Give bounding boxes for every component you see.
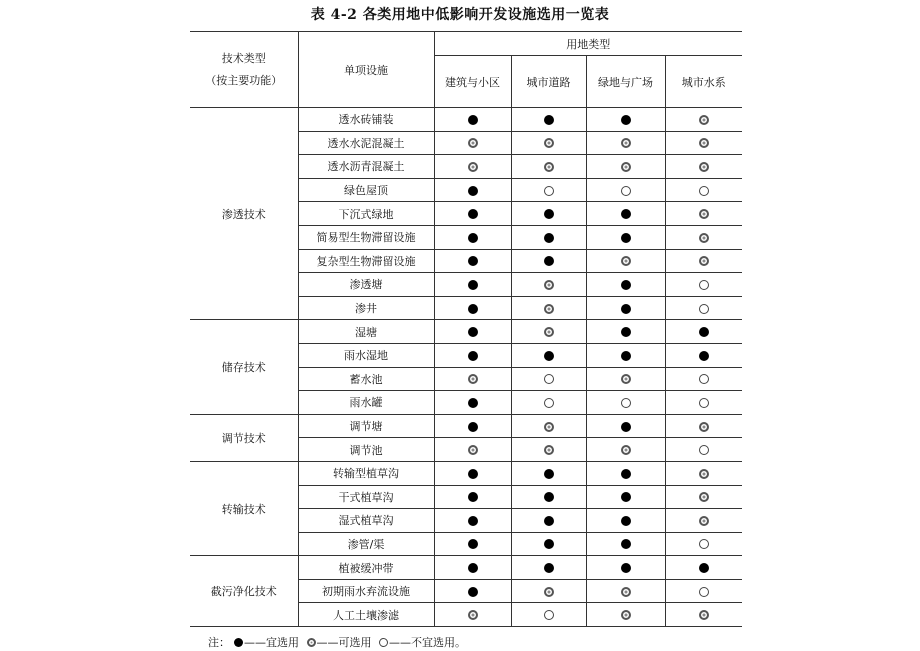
rating-cell bbox=[665, 202, 742, 226]
open-circle-icon bbox=[699, 539, 709, 549]
rating-cell bbox=[665, 509, 742, 533]
filled-circle-icon bbox=[699, 327, 709, 337]
rating-cell bbox=[511, 273, 586, 297]
facility-name: 调节塘 bbox=[298, 414, 434, 438]
tech-category: 截污净化技术 bbox=[190, 556, 298, 627]
facility-name: 干式植草沟 bbox=[298, 485, 434, 509]
facility-name: 下沉式绿地 bbox=[298, 202, 434, 226]
rating-cell bbox=[511, 485, 586, 509]
filled-circle-icon bbox=[468, 539, 478, 549]
facility-name: 渗井 bbox=[298, 296, 434, 320]
table-row bbox=[190, 556, 742, 580]
filled-circle-icon bbox=[621, 304, 631, 314]
rating-cell bbox=[511, 367, 586, 391]
rating-cell bbox=[434, 108, 511, 132]
double-circle-icon bbox=[621, 445, 631, 455]
double-circle-icon bbox=[699, 256, 709, 266]
double-circle-icon bbox=[544, 138, 554, 148]
rating-cell bbox=[586, 391, 665, 415]
rating-cell bbox=[586, 343, 665, 367]
double-circle-icon bbox=[699, 115, 709, 125]
rating-cell bbox=[434, 343, 511, 367]
filled-circle-icon bbox=[621, 115, 631, 125]
rating-cell bbox=[665, 225, 742, 249]
rating-cell bbox=[511, 155, 586, 179]
double-circle-icon bbox=[699, 209, 709, 219]
filled-circle-icon bbox=[621, 563, 631, 573]
open-circle-icon bbox=[544, 186, 554, 196]
facility-name: 透水沥青混凝土 bbox=[298, 155, 434, 179]
rating-cell bbox=[511, 225, 586, 249]
rating-cell bbox=[434, 202, 511, 226]
table-row bbox=[190, 108, 742, 132]
table-row bbox=[190, 320, 742, 344]
double-circle-icon bbox=[699, 422, 709, 432]
filled-circle-icon bbox=[468, 280, 478, 290]
open-circle-icon bbox=[699, 587, 709, 597]
open-circle-icon bbox=[621, 186, 631, 196]
filled-circle-icon bbox=[621, 209, 631, 219]
header-land-type-0: 建筑与小区 bbox=[434, 56, 511, 108]
double-circle-icon bbox=[621, 374, 631, 384]
open-circle-icon bbox=[544, 374, 554, 384]
rating-cell bbox=[586, 579, 665, 603]
filled-circle-icon bbox=[544, 469, 554, 479]
rating-cell bbox=[586, 461, 665, 485]
double-circle-icon bbox=[621, 256, 631, 266]
rating-cell bbox=[586, 485, 665, 509]
filled-circle-icon bbox=[621, 492, 631, 502]
filled-circle-icon bbox=[621, 327, 631, 337]
double-circle-icon bbox=[544, 304, 554, 314]
rating-cell bbox=[434, 367, 511, 391]
rating-cell bbox=[665, 178, 742, 202]
rating-cell bbox=[434, 273, 511, 297]
header-land-type-3: 城市水系 bbox=[665, 56, 742, 108]
open-circle-icon bbox=[699, 280, 709, 290]
rating-cell bbox=[665, 485, 742, 509]
double-circle-icon bbox=[468, 374, 478, 384]
rating-cell bbox=[665, 108, 742, 132]
rating-cell bbox=[434, 461, 511, 485]
double-circle-icon bbox=[544, 327, 554, 337]
tech-category: 调节技术 bbox=[190, 414, 298, 461]
rating-cell bbox=[586, 438, 665, 462]
rating-cell bbox=[586, 320, 665, 344]
rating-cell bbox=[665, 438, 742, 462]
rating-cell bbox=[586, 155, 665, 179]
double-circle-icon bbox=[699, 162, 709, 172]
rating-cell bbox=[434, 391, 511, 415]
filled-circle-icon bbox=[621, 280, 631, 290]
double-circle-icon bbox=[621, 138, 631, 148]
rating-cell bbox=[434, 532, 511, 556]
rating-cell bbox=[434, 320, 511, 344]
rating-cell bbox=[434, 155, 511, 179]
facility-name: 雨水湿地 bbox=[298, 343, 434, 367]
rating-cell bbox=[511, 438, 586, 462]
filled-circle-icon bbox=[544, 209, 554, 219]
table-row bbox=[190, 461, 742, 485]
rating-cell bbox=[511, 131, 586, 155]
facility-name: 雨水罐 bbox=[298, 391, 434, 415]
facility-name: 初期雨水弃流设施 bbox=[298, 579, 434, 603]
rating-cell bbox=[511, 178, 586, 202]
filled-circle-icon bbox=[468, 186, 478, 196]
rating-cell bbox=[665, 367, 742, 391]
double-circle-icon bbox=[544, 280, 554, 290]
filled-circle-icon bbox=[468, 351, 478, 361]
rating-cell bbox=[665, 273, 742, 297]
rating-cell bbox=[586, 603, 665, 627]
rating-cell bbox=[434, 438, 511, 462]
rating-cell bbox=[511, 414, 586, 438]
facility-name: 简易型生物滞留设施 bbox=[298, 225, 434, 249]
rating-cell bbox=[434, 131, 511, 155]
filled-circle-icon bbox=[234, 638, 243, 647]
header-land-type: 用地类型 bbox=[434, 32, 742, 56]
table-title: 表 4-2 各类用地中低影响开发设施选用一览表 bbox=[310, 7, 610, 23]
rating-cell bbox=[511, 532, 586, 556]
open-circle-icon bbox=[699, 398, 709, 408]
filled-circle-icon bbox=[468, 398, 478, 408]
rating-cell bbox=[665, 320, 742, 344]
legend-note bbox=[208, 634, 466, 650]
rating-cell bbox=[665, 343, 742, 367]
open-circle-icon bbox=[544, 398, 554, 408]
double-circle-icon bbox=[621, 587, 631, 597]
double-circle-icon bbox=[621, 610, 631, 620]
rating-cell bbox=[434, 296, 511, 320]
filled-circle-icon bbox=[468, 327, 478, 337]
filled-circle-icon bbox=[468, 516, 478, 526]
facility-name: 湿式植草沟 bbox=[298, 509, 434, 533]
rating-cell bbox=[434, 485, 511, 509]
rating-cell bbox=[434, 225, 511, 249]
rating-cell bbox=[511, 202, 586, 226]
rating-cell bbox=[665, 296, 742, 320]
open-circle-icon bbox=[621, 398, 631, 408]
double-circle-icon bbox=[468, 138, 478, 148]
rating-cell bbox=[665, 131, 742, 155]
rating-cell bbox=[586, 273, 665, 297]
filled-circle-icon bbox=[699, 563, 709, 573]
facility-name: 蓄水池 bbox=[298, 367, 434, 391]
filled-circle-icon bbox=[468, 304, 478, 314]
tech-category: 渗透技术 bbox=[190, 108, 298, 320]
filled-circle-icon bbox=[544, 115, 554, 125]
header-tech-type-sub: （按主要功能） bbox=[205, 73, 283, 87]
open-circle-icon bbox=[699, 374, 709, 384]
rating-cell bbox=[586, 178, 665, 202]
rating-cell bbox=[434, 603, 511, 627]
double-circle-icon bbox=[468, 445, 478, 455]
double-circle-icon bbox=[544, 162, 554, 172]
rating-cell bbox=[511, 603, 586, 627]
filled-circle-icon bbox=[621, 351, 631, 361]
rating-cell bbox=[511, 556, 586, 580]
rating-cell bbox=[434, 178, 511, 202]
facility-name: 人工土壤渗滤 bbox=[298, 603, 434, 627]
filled-circle-icon bbox=[544, 516, 554, 526]
open-circle-icon bbox=[379, 638, 388, 647]
header-tech-type bbox=[190, 32, 298, 108]
double-circle-icon bbox=[468, 162, 478, 172]
facility-name: 绿色屋顶 bbox=[298, 178, 434, 202]
rating-cell bbox=[511, 391, 586, 415]
double-circle-icon bbox=[544, 587, 554, 597]
double-circle-icon bbox=[699, 469, 709, 479]
double-circle-icon bbox=[699, 233, 709, 243]
filled-circle-icon bbox=[468, 469, 478, 479]
double-circle-icon bbox=[544, 445, 554, 455]
rating-cell bbox=[665, 603, 742, 627]
rating-cell bbox=[665, 556, 742, 580]
facility-name: 渗透塘 bbox=[298, 273, 434, 297]
rating-cell bbox=[586, 202, 665, 226]
rating-cell bbox=[665, 414, 742, 438]
rating-cell bbox=[511, 461, 586, 485]
double-circle-icon bbox=[699, 516, 709, 526]
open-circle-icon bbox=[544, 610, 554, 620]
double-circle-icon bbox=[544, 422, 554, 432]
filled-circle-icon bbox=[621, 233, 631, 243]
filled-circle-icon bbox=[468, 233, 478, 243]
rating-cell bbox=[665, 461, 742, 485]
open-circle-icon bbox=[699, 304, 709, 314]
rating-cell bbox=[511, 320, 586, 344]
filled-circle-icon bbox=[621, 469, 631, 479]
filled-circle-icon bbox=[544, 233, 554, 243]
filled-circle-icon bbox=[699, 351, 709, 361]
facility-name: 复杂型生物滞留设施 bbox=[298, 249, 434, 273]
rating-cell bbox=[511, 249, 586, 273]
rating-cell bbox=[511, 509, 586, 533]
rating-cell bbox=[586, 367, 665, 391]
rating-cell bbox=[586, 225, 665, 249]
rating-cell bbox=[586, 556, 665, 580]
rating-cell bbox=[586, 532, 665, 556]
rating-cell bbox=[665, 391, 742, 415]
filled-circle-icon bbox=[544, 563, 554, 573]
header-facility: 单项设施 bbox=[298, 32, 434, 108]
tech-category: 储存技术 bbox=[190, 320, 298, 414]
double-circle-icon bbox=[468, 610, 478, 620]
filled-circle-icon bbox=[621, 422, 631, 432]
filled-circle-icon bbox=[621, 539, 631, 549]
header-land-type-1: 城市道路 bbox=[511, 56, 586, 108]
rating-cell bbox=[511, 296, 586, 320]
legend-prefix: 注： bbox=[208, 636, 230, 649]
filled-circle-icon bbox=[621, 516, 631, 526]
double-circle-icon bbox=[307, 638, 316, 647]
rating-cell bbox=[586, 414, 665, 438]
rating-cell bbox=[434, 414, 511, 438]
double-circle-icon bbox=[621, 162, 631, 172]
filled-circle-icon bbox=[468, 115, 478, 125]
rating-cell bbox=[586, 509, 665, 533]
rating-cell bbox=[665, 532, 742, 556]
double-circle-icon bbox=[699, 492, 709, 502]
table-body bbox=[190, 108, 742, 627]
rating-cell bbox=[665, 155, 742, 179]
filled-circle-icon bbox=[468, 209, 478, 219]
header-land-type-2: 绿地与广场 bbox=[586, 56, 665, 108]
legend-empty-label: ——不宜选用。 bbox=[389, 636, 466, 649]
rating-cell bbox=[586, 131, 665, 155]
rating-cell bbox=[586, 296, 665, 320]
filled-circle-icon bbox=[544, 539, 554, 549]
filled-circle-icon bbox=[468, 587, 478, 597]
rating-cell bbox=[586, 249, 665, 273]
double-circle-icon bbox=[699, 610, 709, 620]
rating-cell bbox=[511, 108, 586, 132]
legend-filled-label: ——宜选用 bbox=[244, 636, 299, 649]
filled-circle-icon bbox=[544, 492, 554, 502]
filled-circle-icon bbox=[468, 422, 478, 432]
facility-name: 透水砖铺装 bbox=[298, 108, 434, 132]
filled-circle-icon bbox=[544, 351, 554, 361]
filled-circle-icon bbox=[468, 256, 478, 266]
open-circle-icon bbox=[699, 186, 709, 196]
facility-name: 渗管/渠 bbox=[298, 532, 434, 556]
facility-name: 透水水泥混凝土 bbox=[298, 131, 434, 155]
rating-cell bbox=[511, 579, 586, 603]
rating-cell bbox=[586, 108, 665, 132]
legend-optional-label: ——可选用 bbox=[316, 636, 372, 649]
rating-cell bbox=[434, 556, 511, 580]
open-circle-icon bbox=[699, 445, 709, 455]
rating-cell bbox=[511, 343, 586, 367]
facility-name: 转输型植草沟 bbox=[298, 461, 434, 485]
filled-circle-icon bbox=[544, 256, 554, 266]
filled-circle-icon bbox=[468, 492, 478, 502]
table-row bbox=[190, 414, 742, 438]
facility-name: 调节池 bbox=[298, 438, 434, 462]
rating-cell bbox=[665, 249, 742, 273]
facility-name: 植被缓冲带 bbox=[298, 556, 434, 580]
header-tech-type-label: 技术类型 bbox=[221, 51, 266, 65]
filled-circle-icon bbox=[468, 563, 478, 573]
rating-cell bbox=[434, 249, 511, 273]
double-circle-icon bbox=[699, 138, 709, 148]
rating-cell bbox=[434, 579, 511, 603]
facility-selection-table bbox=[190, 31, 742, 627]
rating-cell bbox=[434, 509, 511, 533]
tech-category: 转输技术 bbox=[190, 461, 298, 555]
facility-name: 湿塘 bbox=[298, 320, 434, 344]
rating-cell bbox=[665, 579, 742, 603]
